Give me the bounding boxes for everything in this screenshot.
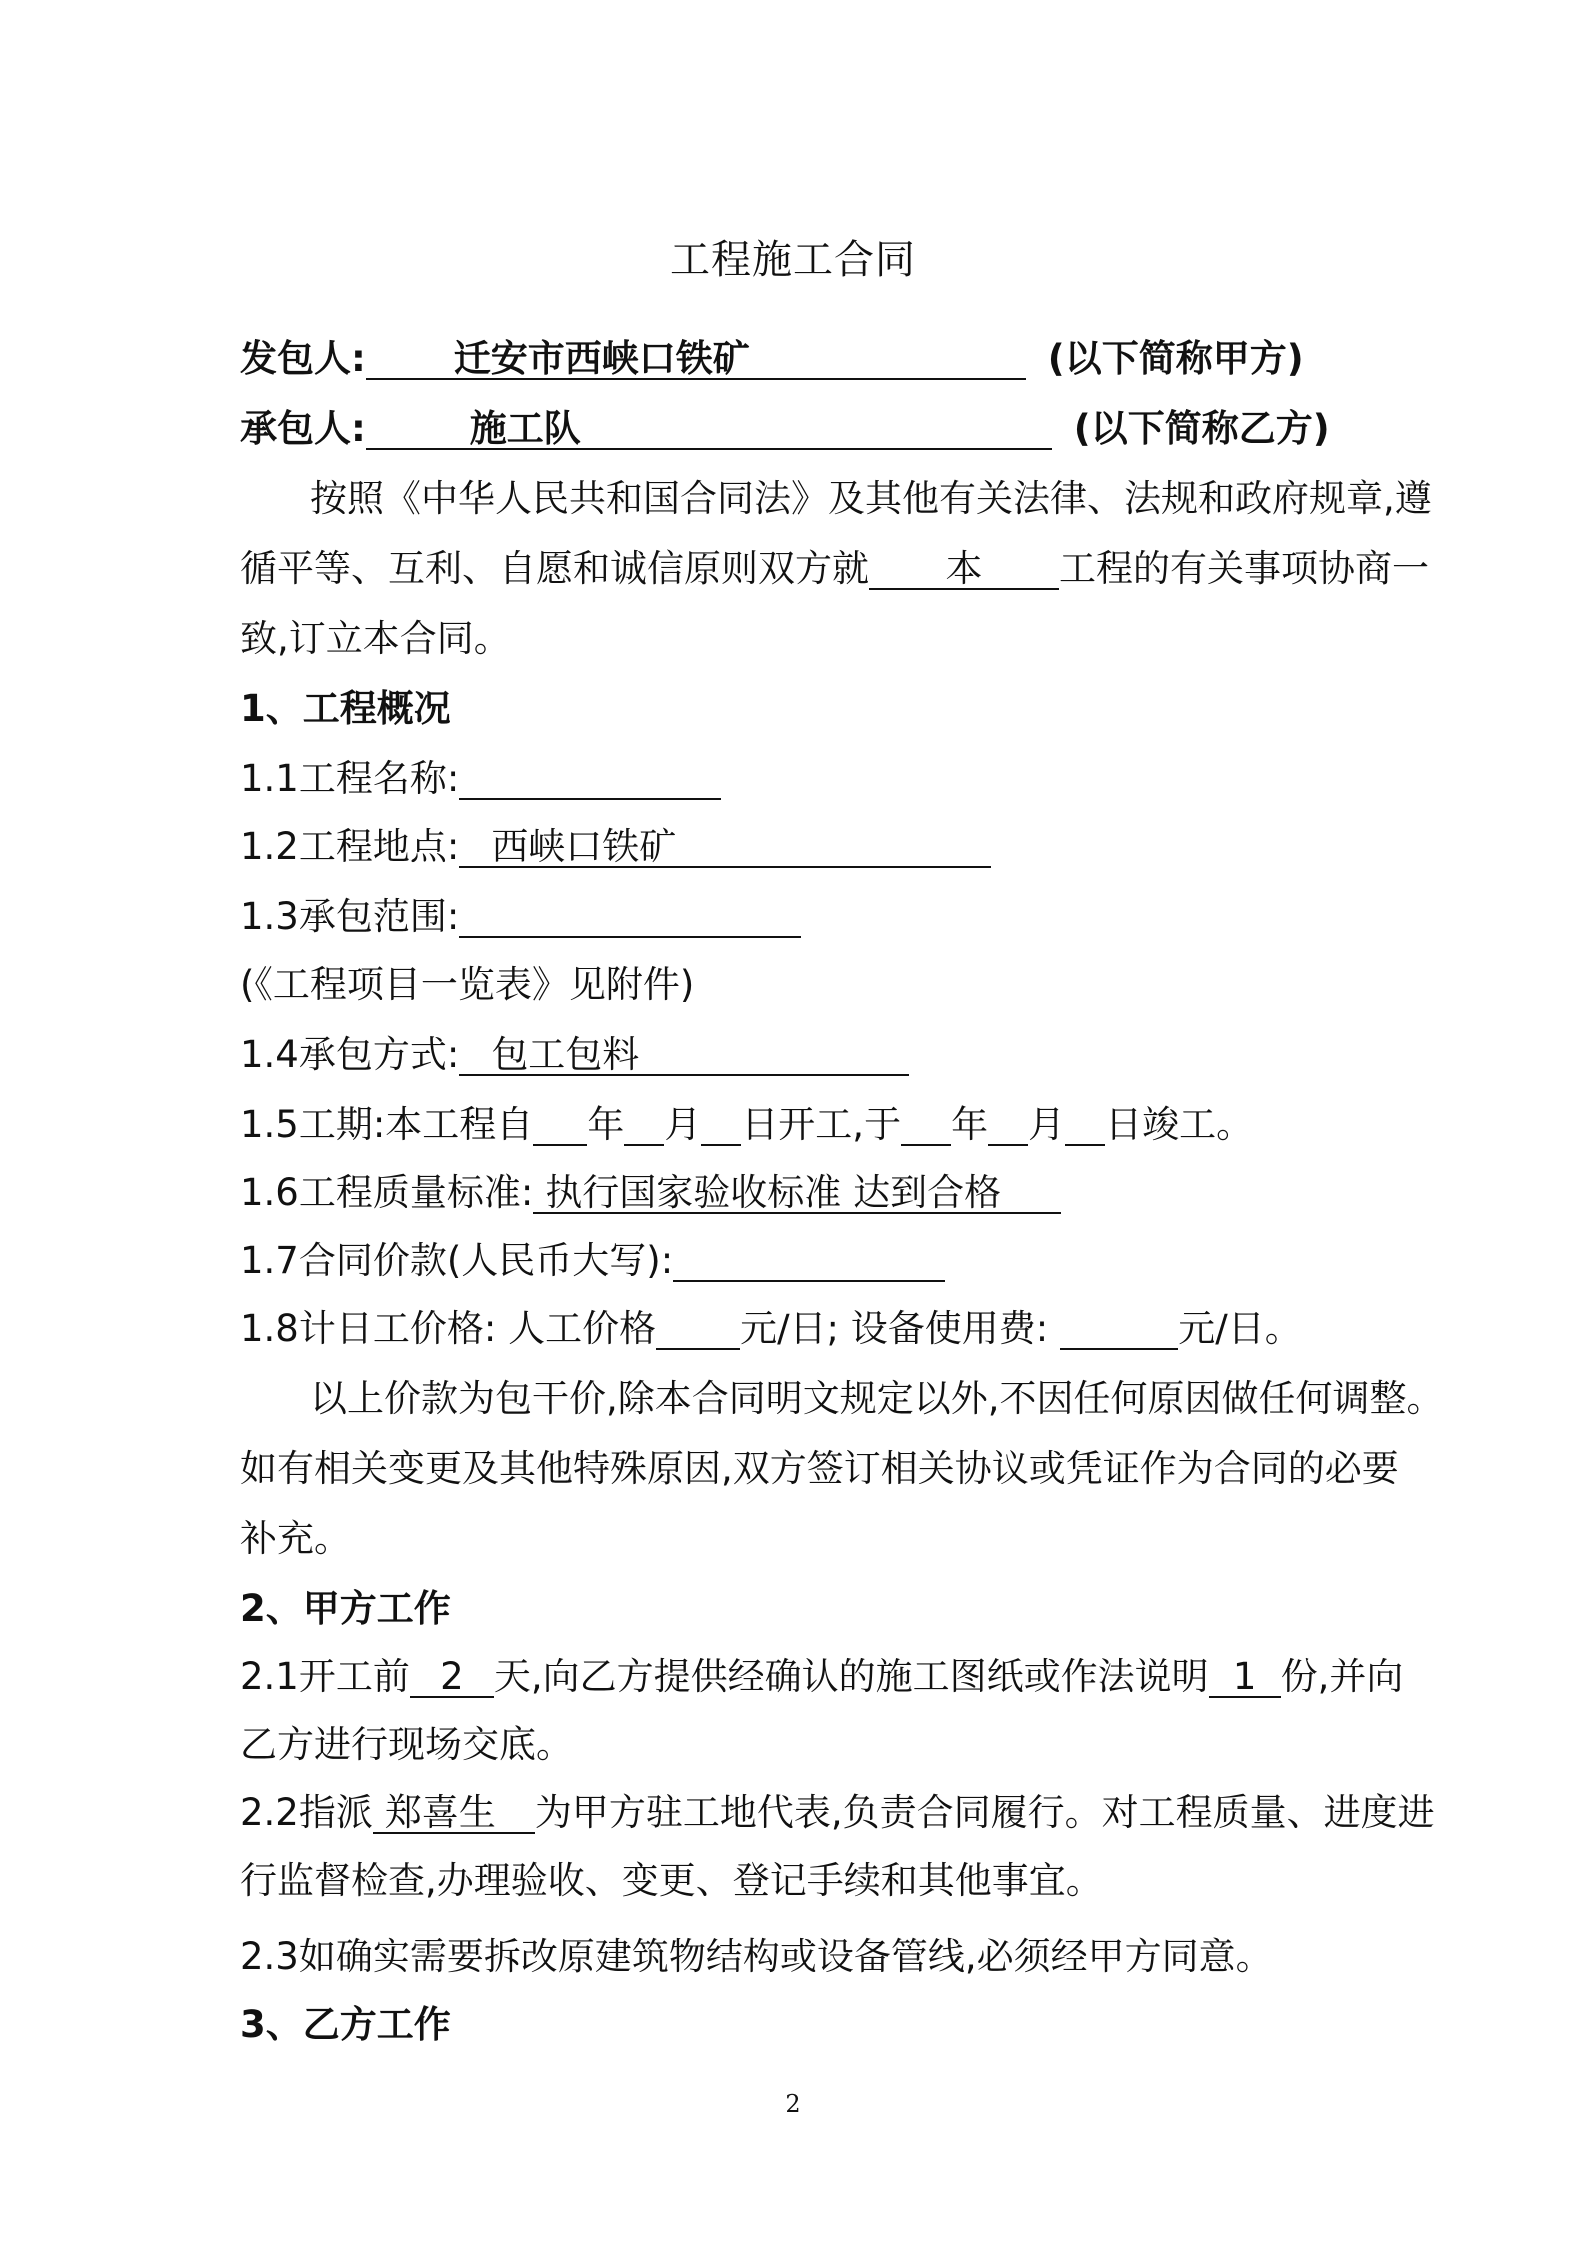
scope-line [240, 892, 801, 942]
project-fill: 本 [869, 544, 1059, 590]
quality-label: 1.6工程质量标准: [240, 1171, 534, 1214]
item-2-2-line-2: 行监督检查,办理验收、变更、登记手续和其他事宜。 [240, 1859, 1103, 1902]
period-year-1: 年 [587, 1103, 625, 1146]
section3-heading: 3、乙方工作 [240, 2003, 451, 2046]
item-2-2-text-a: 2.2指派 [240, 1791, 373, 1834]
contract-method-label: 1.4承包方式: [240, 1033, 460, 1076]
preamble-line-2 [240, 544, 1429, 594]
item-2-1-text-a: 2.1开工前 [240, 1655, 410, 1698]
preamble-text-a: 循平等、互利、自愿和诚信原则双方就 [240, 547, 869, 590]
contract-price-blank [673, 1236, 945, 1282]
drawing-copies: 1 [1209, 1652, 1281, 1698]
equipment-fee-blank [1060, 1304, 1178, 1350]
preamble-line-3: 致,订立本合同。 [240, 617, 511, 660]
item-2-2-text-b: 为甲方驻工地代表,负责合同履行。对工程质量、进度进 [534, 1791, 1435, 1834]
contractor-value: 迁安市西峡口铁矿 [366, 334, 1026, 380]
contractor-label: 发包人: [240, 337, 366, 380]
contractor-line [240, 334, 1304, 384]
quality-line [240, 1168, 1061, 1218]
item-2-2-line [240, 1788, 1435, 1838]
period-month-2: 月 [1028, 1103, 1066, 1146]
project-location-line [240, 822, 991, 872]
contract-method-value: 包工包料 [459, 1030, 909, 1076]
daywork-text-c: 元/日。 [1178, 1307, 1302, 1350]
contractor-note: (以下简称甲方) [1047, 337, 1304, 380]
end-year-blank [901, 1100, 951, 1146]
days-before-start: 2 [410, 1652, 494, 1698]
end-day-blank [1065, 1100, 1105, 1146]
price-note-3: 补充。 [240, 1517, 351, 1560]
end-month-blank [988, 1100, 1028, 1146]
contract-price-label: 1.7合同价款(人民币大写): [240, 1239, 674, 1282]
project-name-line [240, 754, 721, 804]
site-representative: 郑喜生 [373, 1788, 535, 1834]
labor-price-blank [656, 1304, 740, 1350]
period-start: 日开工,于 [741, 1103, 902, 1146]
period-month-1: 月 [664, 1103, 702, 1146]
daywork-line [240, 1304, 1302, 1354]
project-location-value: 西峡口铁矿 [459, 822, 991, 868]
start-day-blank [701, 1100, 741, 1146]
subcontractor-note: (以下简称乙方) [1073, 407, 1330, 450]
period-line [240, 1100, 1253, 1150]
subcontractor-line [240, 404, 1330, 454]
subcontractor-value: 施工队 [366, 404, 1052, 450]
period-end: 日竣工。 [1105, 1103, 1254, 1146]
period-text-a: 1.5工期:本工程自 [240, 1103, 534, 1146]
preamble-text-b: 工程的有关事项协商一 [1059, 547, 1429, 590]
item-2-3-line: 2.3如确实需要拆改原建筑物结构或设备管线,必须经甲方同意。 [240, 1935, 1273, 1978]
item-2-1-text-c: 份,并向 [1280, 1655, 1404, 1698]
daywork-text-b: 元/日; 设备使用费: [740, 1307, 1049, 1350]
scope-blank [459, 892, 801, 938]
section2-heading: 2、甲方工作 [240, 1587, 451, 1630]
start-year-blank [533, 1100, 587, 1146]
daywork-text-a: 1.8计日工价格: 人工价格 [240, 1307, 657, 1350]
scope-note: (《工程项目一览表》见附件) [240, 963, 695, 1006]
quality-value: 执行国家验收标准 达到合格 [533, 1168, 1061, 1214]
price-note-1: 以上价款为包干价,除本合同明文规定以外,不因任何原因做任何调整。 [310, 1377, 1444, 1420]
project-name-label: 1.1工程名称: [240, 757, 460, 800]
project-name-blank [459, 754, 721, 800]
scope-label: 1.3承包范围: [240, 895, 460, 938]
item-2-1-line [240, 1652, 1403, 1702]
section1-heading: 1、工程概况 [240, 687, 451, 730]
price-note-2: 如有相关变更及其他特殊原因,双方签订相关协议或凭证作为合同的必要 [240, 1447, 1399, 1490]
project-location-label: 1.2工程地点: [240, 825, 460, 868]
preamble-line-1: 按照《中华人民共和国合同法》及其他有关法律、法规和政府规章,遵 [310, 477, 1432, 520]
start-month-blank [624, 1100, 664, 1146]
page-number: 2 [785, 2090, 801, 2118]
contract-method-line [240, 1030, 909, 1080]
subcontractor-label: 承包人: [240, 407, 366, 450]
document-title: 工程施工合同 [670, 237, 916, 283]
item-2-1-text-b: 天,向乙方提供经确认的施工图纸或作法说明 [493, 1655, 1209, 1698]
item-2-1-line-2: 乙方进行现场交底。 [240, 1723, 573, 1766]
contract-price-line [240, 1236, 945, 1286]
period-year-2: 年 [951, 1103, 989, 1146]
